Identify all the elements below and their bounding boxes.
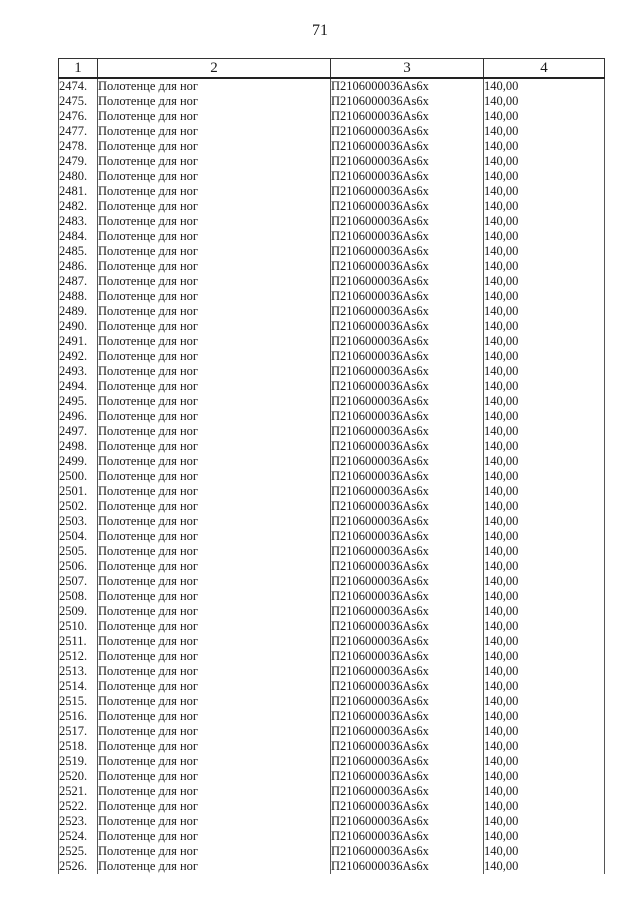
item-price: 140,00 <box>484 469 605 484</box>
item-price: 140,00 <box>484 349 605 364</box>
row-number: 2520. <box>59 769 98 784</box>
item-name: Полотенце для ног <box>98 199 331 214</box>
item-name: Полотенце для ног <box>98 469 331 484</box>
item-code: П2106000036Аs6х <box>331 229 484 244</box>
table-row <box>59 379 605 394</box>
item-price: 140,00 <box>484 589 605 604</box>
item-name: Полотенце для ног <box>98 799 331 814</box>
item-name: Полотенце для ног <box>98 844 331 859</box>
row-number: 2497. <box>59 424 98 439</box>
item-code: П2106000036Аs6х <box>331 289 484 304</box>
row-number: 2504. <box>59 529 98 544</box>
item-code: П2106000036Аs6х <box>331 574 484 589</box>
item-name: Полотенце для ног <box>98 274 331 289</box>
table-row <box>59 859 605 874</box>
table-row <box>59 244 605 259</box>
item-price: 140,00 <box>484 214 605 229</box>
column-header-2: 2 <box>98 59 331 79</box>
item-code: П2106000036Аs6х <box>331 78 484 94</box>
row-number: 2507. <box>59 574 98 589</box>
row-number: 2503. <box>59 514 98 529</box>
item-price: 140,00 <box>484 724 605 739</box>
row-number: 2506. <box>59 559 98 574</box>
item-code: П2106000036Аs6х <box>331 619 484 634</box>
row-number: 2484. <box>59 229 98 244</box>
item-code: П2106000036Аs6х <box>331 559 484 574</box>
item-price: 140,00 <box>484 409 605 424</box>
row-number: 2489. <box>59 304 98 319</box>
item-name: Полотенце для ног <box>98 499 331 514</box>
item-price: 140,00 <box>484 319 605 334</box>
item-price: 140,00 <box>484 664 605 679</box>
table-row <box>59 829 605 844</box>
table-row <box>59 514 605 529</box>
table-row <box>59 469 605 484</box>
item-code: П2106000036Аs6х <box>331 754 484 769</box>
row-number: 2514. <box>59 679 98 694</box>
item-name: Полотенце для ног <box>98 694 331 709</box>
item-price: 140,00 <box>484 139 605 154</box>
table-row <box>59 154 605 169</box>
table-row <box>59 529 605 544</box>
item-name: Полотенце для ног <box>98 574 331 589</box>
table-row <box>59 844 605 859</box>
row-number: 2496. <box>59 409 98 424</box>
item-name: Полотенце для ног <box>98 514 331 529</box>
table-row <box>59 589 605 604</box>
item-code: П2106000036Аs6х <box>331 409 484 424</box>
item-code: П2106000036Аs6х <box>331 154 484 169</box>
item-price: 140,00 <box>484 529 605 544</box>
item-code: П2106000036Аs6х <box>331 694 484 709</box>
item-name: Полотенце для ног <box>98 78 331 94</box>
row-number: 2499. <box>59 454 98 469</box>
item-name: Полотенце для ног <box>98 349 331 364</box>
row-number: 2481. <box>59 184 98 199</box>
item-code: П2106000036Аs6х <box>331 394 484 409</box>
item-price: 140,00 <box>484 514 605 529</box>
item-code: П2106000036Аs6х <box>331 334 484 349</box>
item-price: 140,00 <box>484 184 605 199</box>
table-row <box>59 619 605 634</box>
item-name: Полотенце для ног <box>98 454 331 469</box>
item-name: Полотенце для ног <box>98 649 331 664</box>
item-code: П2106000036Аs6х <box>331 799 484 814</box>
row-number: 2515. <box>59 694 98 709</box>
item-code: П2106000036Аs6х <box>331 709 484 724</box>
table-row <box>59 169 605 184</box>
item-name: Полотенце для ног <box>98 619 331 634</box>
table-row <box>59 424 605 439</box>
table-row <box>59 694 605 709</box>
row-number: 2516. <box>59 709 98 724</box>
row-number: 2498. <box>59 439 98 454</box>
item-name: Полотенце для ног <box>98 784 331 799</box>
item-name: Полотенце для ног <box>98 724 331 739</box>
item-code: П2106000036Аs6х <box>331 529 484 544</box>
table-row <box>59 739 605 754</box>
table-row <box>59 499 605 514</box>
item-name: Полотенце для ног <box>98 679 331 694</box>
item-name: Полотенце для ног <box>98 379 331 394</box>
item-price: 140,00 <box>484 484 605 499</box>
item-code: П2106000036Аs6х <box>331 244 484 259</box>
table-row <box>59 364 605 379</box>
table-row <box>59 94 605 109</box>
item-name: Полотенце для ног <box>98 259 331 274</box>
item-code: П2106000036Аs6х <box>331 859 484 874</box>
row-number: 2494. <box>59 379 98 394</box>
item-code: П2106000036Аs6х <box>331 664 484 679</box>
row-number: 2526. <box>59 859 98 874</box>
item-price: 140,00 <box>484 199 605 214</box>
item-name: Полотенце для ног <box>98 124 331 139</box>
table-row <box>59 709 605 724</box>
table-row <box>59 334 605 349</box>
item-code: П2106000036Аs6х <box>331 454 484 469</box>
item-price: 140,00 <box>484 619 605 634</box>
item-name: Полотенце для ног <box>98 154 331 169</box>
item-name: Полотенце для ног <box>98 664 331 679</box>
item-code: П2106000036Аs6х <box>331 424 484 439</box>
table-row <box>59 439 605 454</box>
item-code: П2106000036Аs6х <box>331 739 484 754</box>
item-price: 140,00 <box>484 424 605 439</box>
row-number: 2477. <box>59 124 98 139</box>
item-name: Полотенце для ног <box>98 829 331 844</box>
item-price: 140,00 <box>484 739 605 754</box>
column-header-1: 1 <box>59 59 98 79</box>
item-name: Полотенце для ног <box>98 244 331 259</box>
item-code: П2106000036Аs6х <box>331 604 484 619</box>
item-price: 140,00 <box>484 574 605 589</box>
table-row <box>59 409 605 424</box>
column-header-4: 4 <box>484 59 605 79</box>
item-code: П2106000036Аs6х <box>331 94 484 109</box>
item-code: П2106000036Аs6х <box>331 589 484 604</box>
row-number: 2517. <box>59 724 98 739</box>
item-price: 140,00 <box>484 454 605 469</box>
item-price: 140,00 <box>484 78 605 94</box>
item-code: П2106000036Аs6х <box>331 844 484 859</box>
item-code: П2106000036Аs6х <box>331 109 484 124</box>
row-number: 2512. <box>59 649 98 664</box>
item-price: 140,00 <box>484 394 605 409</box>
table-row <box>59 199 605 214</box>
row-number: 2521. <box>59 784 98 799</box>
table-row <box>59 799 605 814</box>
row-number: 2508. <box>59 589 98 604</box>
row-number: 2505. <box>59 544 98 559</box>
table-row <box>59 679 605 694</box>
item-code: П2106000036Аs6х <box>331 304 484 319</box>
item-name: Полотенце для ног <box>98 739 331 754</box>
item-price: 140,00 <box>484 289 605 304</box>
item-name: Полотенце для ног <box>98 439 331 454</box>
table-row <box>59 754 605 769</box>
table-row <box>59 319 605 334</box>
item-price: 140,00 <box>484 229 605 244</box>
item-name: Полотенце для ног <box>98 529 331 544</box>
row-number: 2495. <box>59 394 98 409</box>
item-price: 140,00 <box>484 334 605 349</box>
item-price: 140,00 <box>484 109 605 124</box>
table-row <box>59 139 605 154</box>
item-name: Полотенце для ног <box>98 754 331 769</box>
item-name: Полотенце для ног <box>98 184 331 199</box>
item-code: П2106000036Аs6х <box>331 679 484 694</box>
row-number: 2510. <box>59 619 98 634</box>
item-code: П2106000036Аs6х <box>331 139 484 154</box>
item-name: Полотенце для ног <box>98 229 331 244</box>
item-price: 140,00 <box>484 769 605 784</box>
item-price: 140,00 <box>484 784 605 799</box>
item-code: П2106000036Аs6х <box>331 514 484 529</box>
table-row <box>59 454 605 469</box>
table-row <box>59 724 605 739</box>
item-price: 140,00 <box>484 604 605 619</box>
item-code: П2106000036Аs6х <box>331 214 484 229</box>
row-number: 2522. <box>59 799 98 814</box>
item-price: 140,00 <box>484 304 605 319</box>
row-number: 2488. <box>59 289 98 304</box>
item-code: П2106000036Аs6х <box>331 379 484 394</box>
row-number: 2479. <box>59 154 98 169</box>
item-price: 140,00 <box>484 124 605 139</box>
item-price: 140,00 <box>484 694 605 709</box>
item-code: П2106000036Аs6х <box>331 649 484 664</box>
table-row <box>59 304 605 319</box>
table-row <box>59 484 605 499</box>
item-code: П2106000036Аs6х <box>331 469 484 484</box>
row-number: 2486. <box>59 259 98 274</box>
item-code: П2106000036Аs6х <box>331 499 484 514</box>
row-number: 2502. <box>59 499 98 514</box>
item-code: П2106000036Аs6х <box>331 184 484 199</box>
row-number: 2500. <box>59 469 98 484</box>
item-price: 140,00 <box>484 499 605 514</box>
item-name: Полотенце для ног <box>98 559 331 574</box>
item-name: Полотенце для ног <box>98 319 331 334</box>
item-code: П2106000036Аs6х <box>331 634 484 649</box>
item-name: Полотенце для ног <box>98 634 331 649</box>
item-price: 140,00 <box>484 754 605 769</box>
item-price: 140,00 <box>484 259 605 274</box>
header-row <box>59 59 605 79</box>
table-body <box>59 78 605 874</box>
item-name: Полотенце для ног <box>98 769 331 784</box>
row-number: 2518. <box>59 739 98 754</box>
item-price: 140,00 <box>484 814 605 829</box>
item-code: П2106000036Аs6х <box>331 199 484 214</box>
item-name: Полотенце для ног <box>98 394 331 409</box>
page-number: 71 <box>312 22 328 39</box>
row-number: 2482. <box>59 199 98 214</box>
item-code: П2106000036Аs6х <box>331 349 484 364</box>
item-price: 140,00 <box>484 559 605 574</box>
table-row <box>59 604 605 619</box>
table-row <box>59 634 605 649</box>
row-number: 2487. <box>59 274 98 289</box>
table-row <box>59 814 605 829</box>
row-number: 2501. <box>59 484 98 499</box>
item-code: П2106000036Аs6х <box>331 439 484 454</box>
item-price: 140,00 <box>484 274 605 289</box>
row-number: 2490. <box>59 319 98 334</box>
row-number: 2476. <box>59 109 98 124</box>
table-row <box>59 214 605 229</box>
table-row <box>59 784 605 799</box>
table-row <box>59 349 605 364</box>
item-code: П2106000036Аs6х <box>331 124 484 139</box>
row-number: 2519. <box>59 754 98 769</box>
item-code: П2106000036Аs6х <box>331 169 484 184</box>
item-code: П2106000036Аs6х <box>331 274 484 289</box>
table-row <box>59 124 605 139</box>
item-price: 140,00 <box>484 679 605 694</box>
table-row <box>59 574 605 589</box>
item-name: Полотенце для ног <box>98 334 331 349</box>
item-code: П2106000036Аs6х <box>331 769 484 784</box>
row-number: 2509. <box>59 604 98 619</box>
item-code: П2106000036Аs6х <box>331 319 484 334</box>
row-number: 2475. <box>59 94 98 109</box>
table-row <box>59 544 605 559</box>
item-price: 140,00 <box>484 859 605 874</box>
item-name: Полотенце для ног <box>98 424 331 439</box>
table-row <box>59 274 605 289</box>
row-number: 2478. <box>59 139 98 154</box>
row-number: 2493. <box>59 364 98 379</box>
item-price: 140,00 <box>484 439 605 454</box>
item-name: Полотенце для ног <box>98 289 331 304</box>
item-price: 140,00 <box>484 169 605 184</box>
item-price: 140,00 <box>484 844 605 859</box>
item-name: Полотенце для ног <box>98 709 331 724</box>
item-price: 140,00 <box>484 544 605 559</box>
item-name: Полотенце для ног <box>98 859 331 874</box>
item-price: 140,00 <box>484 799 605 814</box>
row-number: 2511. <box>59 634 98 649</box>
item-code: П2106000036Аs6х <box>331 544 484 559</box>
item-price: 140,00 <box>484 154 605 169</box>
items-table <box>58 58 605 874</box>
row-number: 2474. <box>59 78 98 94</box>
item-name: Полотенце для ног <box>98 409 331 424</box>
item-name: Полотенце для ног <box>98 364 331 379</box>
item-name: Полотенце для ног <box>98 139 331 154</box>
table-row <box>59 394 605 409</box>
item-price: 140,00 <box>484 709 605 724</box>
item-code: П2106000036Аs6х <box>331 259 484 274</box>
row-number: 2480. <box>59 169 98 184</box>
item-code: П2106000036Аs6х <box>331 724 484 739</box>
row-number: 2492. <box>59 349 98 364</box>
item-code: П2106000036Аs6х <box>331 484 484 499</box>
item-name: Полотенце для ног <box>98 109 331 124</box>
column-header-3: 3 <box>331 59 484 79</box>
table-row <box>59 109 605 124</box>
table-row <box>59 289 605 304</box>
item-price: 140,00 <box>484 649 605 664</box>
item-code: П2106000036Аs6х <box>331 784 484 799</box>
table-row <box>59 769 605 784</box>
table-row <box>59 259 605 274</box>
row-number: 2513. <box>59 664 98 679</box>
item-code: П2106000036Аs6х <box>331 814 484 829</box>
item-code: П2106000036Аs6х <box>331 364 484 379</box>
row-number: 2491. <box>59 334 98 349</box>
item-price: 140,00 <box>484 829 605 844</box>
item-price: 140,00 <box>484 244 605 259</box>
item-price: 140,00 <box>484 634 605 649</box>
item-name: Полотенце для ног <box>98 604 331 619</box>
item-name: Полотенце для ног <box>98 589 331 604</box>
item-price: 140,00 <box>484 364 605 379</box>
row-number: 2525. <box>59 844 98 859</box>
item-price: 140,00 <box>484 94 605 109</box>
item-name: Полотенце для ног <box>98 94 331 109</box>
table-row <box>59 559 605 574</box>
item-price: 140,00 <box>484 379 605 394</box>
row-number: 2523. <box>59 814 98 829</box>
table-row <box>59 664 605 679</box>
item-name: Полотенце для ног <box>98 814 331 829</box>
row-number: 2483. <box>59 214 98 229</box>
table-row <box>59 78 605 94</box>
row-number: 2524. <box>59 829 98 844</box>
item-code: П2106000036Аs6х <box>331 829 484 844</box>
row-number: 2485. <box>59 244 98 259</box>
item-name: Полотенце для ног <box>98 484 331 499</box>
item-name: Полотенце для ног <box>98 214 331 229</box>
item-name: Полотенце для ног <box>98 304 331 319</box>
table-header <box>59 59 605 79</box>
table-row <box>59 649 605 664</box>
item-name: Полотенце для ног <box>98 169 331 184</box>
table-row <box>59 184 605 199</box>
item-name: Полотенце для ног <box>98 544 331 559</box>
table-row <box>59 229 605 244</box>
